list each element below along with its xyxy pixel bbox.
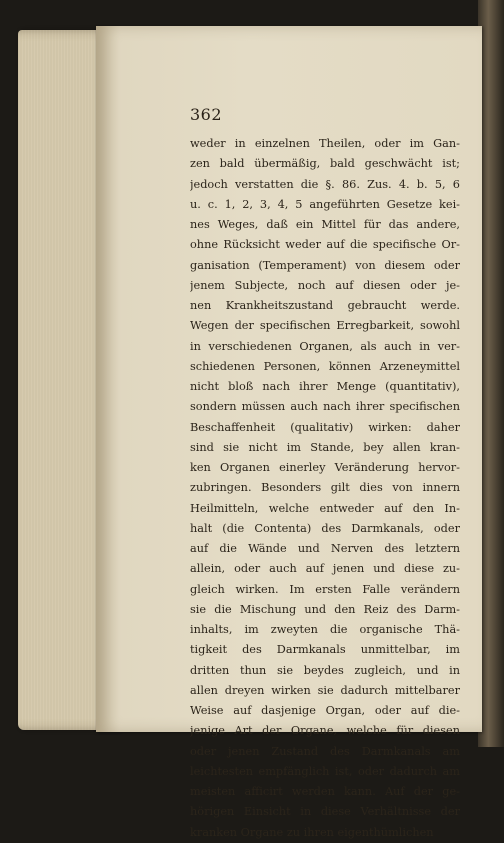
text-line: u. c. 1, 2, 3, 4, 5 angeführten Gesetze kei- <box>190 197 460 211</box>
text-line: tigkeit des Darmkanals unmittelbar, im <box>190 643 460 657</box>
text-line: sind sie nicht im Stande, bey allen kran- <box>190 440 460 454</box>
text-line: nicht bloß nach ihrer Menge (quantitativ), <box>190 380 460 393</box>
text-line: gleich wirken. Im ersten Falle verändern <box>190 582 460 596</box>
text-line: Beschaffenheit (qualitativ) wirken: daher <box>190 420 460 434</box>
text-line: jenem Subjecte, noch auf diesen oder je- <box>190 278 460 292</box>
text-line: nes Weges, daß ein Mittel für das andere, <box>190 218 460 231</box>
text-line: in verschiedenen Organen, als auch in ver- <box>190 339 460 353</box>
text-line: Weise auf dasjenige Organ, oder auf die- <box>190 704 460 717</box>
body-text <box>190 134 460 843</box>
text-line: halt (die Contenta) des Darmkanals, oder <box>190 521 460 535</box>
text-line: ganisation (Temperament) von diesem oder <box>190 258 460 272</box>
text-line: Heilmitteln, welche entweder auf den In- <box>190 501 460 515</box>
text-line: sie die Mischung und den Reiz des Darm- <box>190 602 460 616</box>
text-line: oder jenen Zustand des Darmkanals am <box>190 744 460 758</box>
text-line: auf die Wände und Nerven des letztern <box>190 542 460 555</box>
text-line: schiedenen Personen, können Arzeneymittel <box>190 359 460 373</box>
text-line: inhalts, im zweyten die organische Thä- <box>190 623 460 636</box>
text-line: zubringen. Besonders gilt dies von innern <box>190 481 460 495</box>
text-line: zen bald übermäßig, bald geschwächt ist; <box>190 157 460 171</box>
text-line: allein, oder auch auf jenen und diese zu- <box>190 562 460 576</box>
text-line: jedoch verstatten die §. 86. Zus. 4. b. 5, 6 <box>190 177 460 191</box>
text-line: dritten thun sie beydes zugleich, und in <box>190 663 460 677</box>
text-line: meisten afficirt werden kann. Auf der ge- <box>190 785 460 798</box>
text-line: leichtesten empfänglich ist, oder dadurch am <box>190 764 460 778</box>
text-line: weder in einzelnen Theilen, oder im Gan- <box>190 137 460 150</box>
text-line: jenige Art der Organe, welche für diesen <box>190 724 460 738</box>
text-line: ken Organen einerley Veränderung hervor- <box>190 461 460 474</box>
text-line: Wegen der specifischen Erregbarkeit, sowohl <box>190 319 460 333</box>
text-line: ohne Rücksicht weder auf die specifische Or- <box>190 238 460 252</box>
text-line: kranken Organe zu ihren eigenthümlichen <box>190 825 434 839</box>
text-line: sondern müssen auch nach ihrer specifischen <box>190 400 460 414</box>
text-line: nen Krankheitszustand gebraucht werde. <box>190 299 460 312</box>
text-line: allen dreyen wirken sie dadurch mittelbarer <box>190 683 460 697</box>
text-line: hörigen Einsicht in diese Verhältnisse der <box>190 805 460 819</box>
page-number: 362 <box>190 105 223 124</box>
